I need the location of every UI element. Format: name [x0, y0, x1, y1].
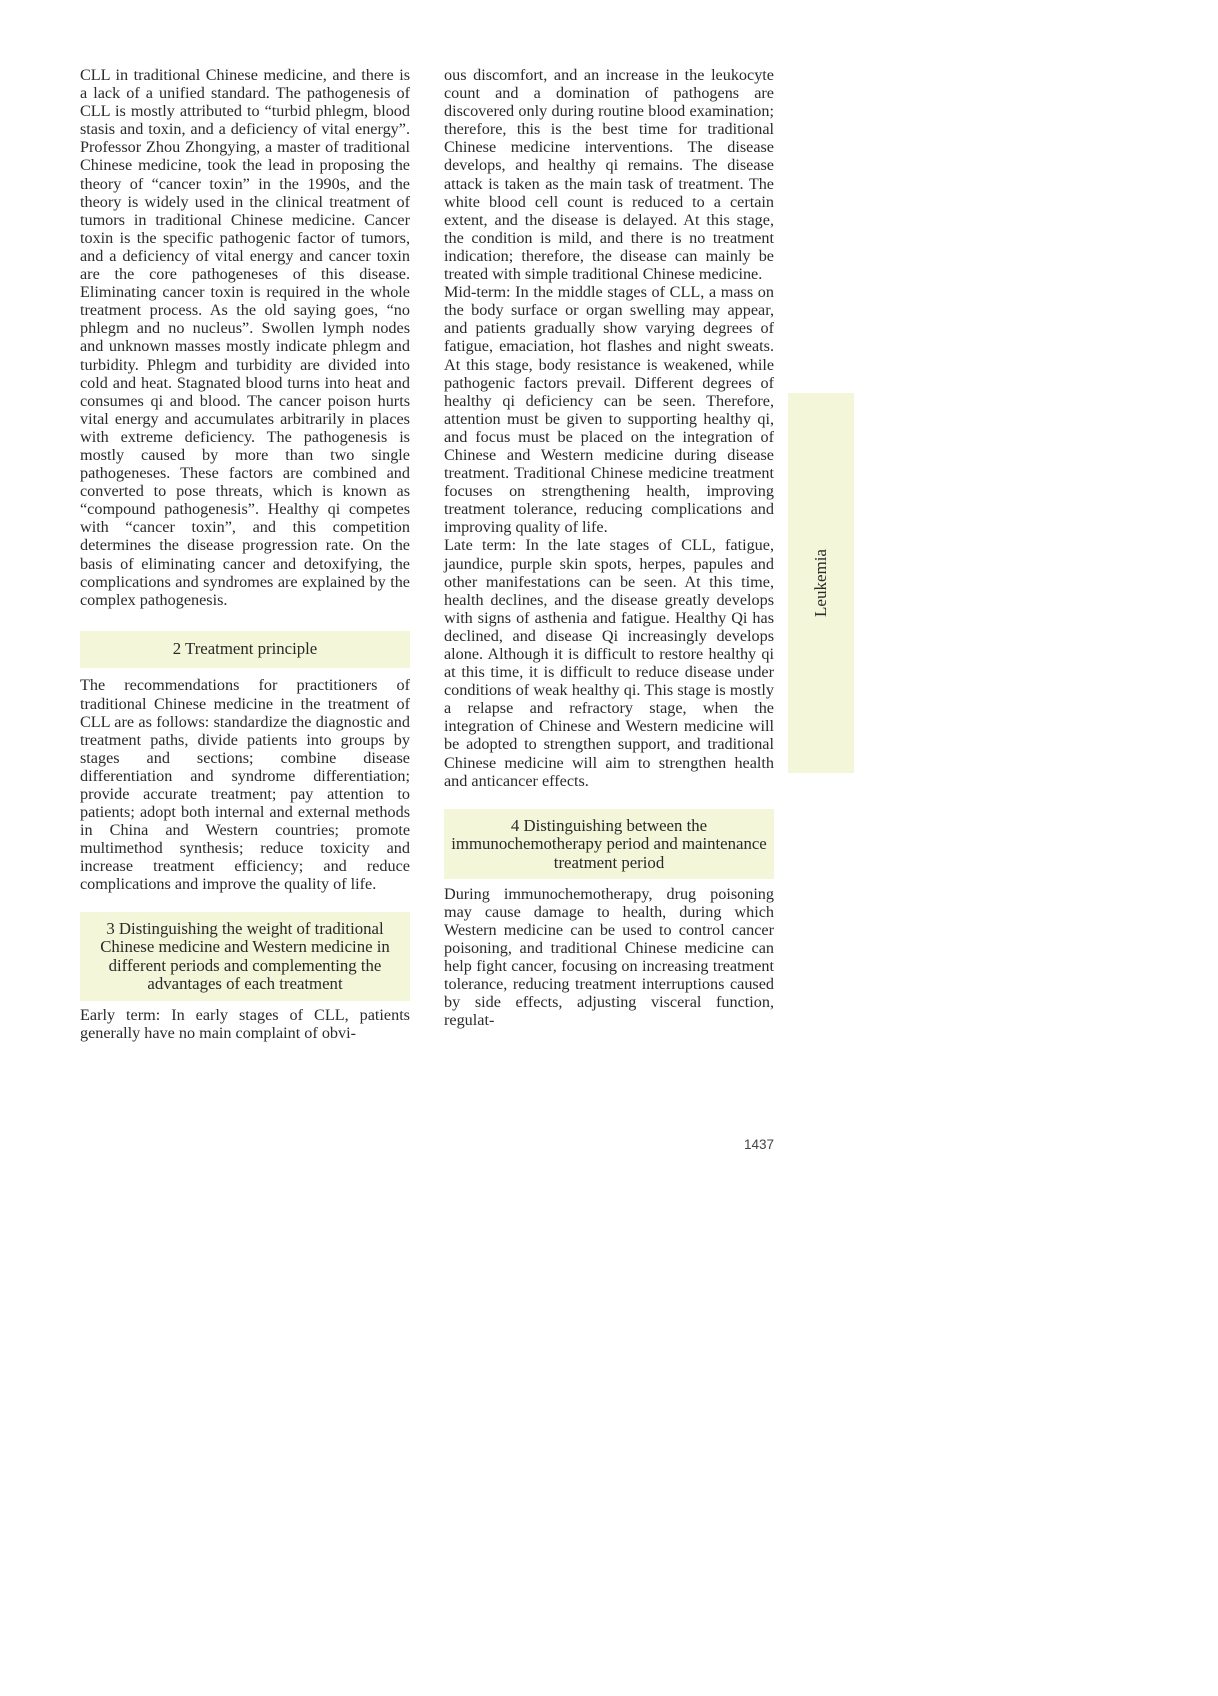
body-paragraph: During immunochemotherapy, drug poisoning may cause damage to health, during which Western medicine can be used to control cancer poisoning, and traditional Chinese medicine can help fight cancer, focusing on increasing treatment tolerance, reducing treatment interruptions caused by side effects, adjusting visceral function, regulat-: [444, 884, 774, 1030]
section-side-tab: [788, 393, 854, 773]
side-tab-label: Leukemia: [811, 549, 830, 617]
page-number: 1437: [743, 1137, 774, 1152]
left-column: [80, 66, 410, 1042]
body-paragraph: The recommendations for practitioners of traditional Chinese medicine in the treatment of CLL are as follows: standardize the diagnostic and treatment paths, divide patients into groups by stages and sections; combine disease differentiation and syndrome differentiation; provide accurate treatment; pay attention to patients; adopt both internal and external methods in China and Western countries; promote multimethod synthesis; reduce toxicity and increase treatment efficiency; and reduce complications and improve the quality of life.: [80, 676, 410, 894]
body-paragraph: ous discomfort, and an increase in the leukocyte count and a domination of pathogens are discovered only during routine blood examination; therefore, this is the best time for traditional Chinese medicine interventions. The disease develops, and healthy qi remains. The disease attack is taken as the main task of treatment. The white blood cell count is reduced to a certain extent, and the disease is delayed. At this stage, the condition is mild, and there is no treatment indication; therefore, the disease can mainly be treated with simple traditional Chinese medicine.: [444, 66, 774, 284]
body-paragraph: Mid-term: In the middle stages of CLL, a mass on the body surface or organ swelling may appear, and patients gradually show varying degrees of fatigue, emaciation, hot flashes and night sweats. At this stage, body resistance is weakened, while pathogenic factors prevail. Different degrees of healthy qi deficiency can be seen. Therefore, attention must be given to supporting healthy qi, and focus must be placed on the integration of Chinese and Western medicine during disease treatment. Traditional Chinese medicine treatment focuses on strengthening health, improving treatment tolerance, reducing complications and improving quality of life.: [444, 283, 774, 537]
body-paragraph: Late term: In the late stages of CLL, fatigue, jaundice, purple skin spots, herpes, papules and other manifestations can be seen. At this time, health declines, and the disease greatly develops with signs of asthenia and fatigue. Healthy Qi has declined, and disease Qi increasingly develops alone. Although it is difficult to restore healthy qi at this time, it is difficult to reduce disease under conditions of weak healthy qi. This stage is mostly a relapse and refractory stage, when the integration of Chinese and Western medicine will be adopted to strengthen support, and traditional Chinese medicine will aim to strengthen health and anticancer effects.: [444, 536, 774, 790]
right-column: [444, 66, 774, 1029]
body-paragraph: Early term: In early stages of CLL, patients generally have no main complaint of obvi-: [80, 1005, 410, 1042]
section-heading-treatment-principle: 2 Treatment principle: [80, 631, 410, 669]
section-heading-distinguishing-periods: 4 Distinguishing between the immunochemotherapy period and maintenance treatment period: [444, 809, 774, 879]
section-heading-distinguishing-weight: 3 Distinguishing the weight of traditional Chinese medicine and Western medicine in different periods and complementing the advantages of each treatment: [80, 912, 410, 1001]
body-paragraph: CLL in traditional Chinese medicine, and there is a lack of a unified standard. The pathogenesis of CLL is mostly attributed to “turbid phlegm, blood stasis and toxin, and a deficiency of vital energy”. Professor Zhou Zhongying, a master of traditional Chinese medicine, took the lead in proposing the theory of “cancer toxin” in the 1990s, and the theory is widely used in the clinical treatment of tumors in traditional Chinese medicine. Cancer toxin is the specific pathogenic factor of tumors, and a deficiency of vital energy and cancer toxin are the core pathogeneses of this disease. Eliminating cancer toxin is required in the whole treatment process. As the old saying goes, “no phlegm and no nucleus”. Swollen lymph nodes and unknown masses mostly indicate phlegm and turbidity. Phlegm and turbidity are divided into cold and heat. Stagnated blood turns into heat and consumes qi and blood. The cancer poison hurts vital energy and accumulates arbitrarily in places with extreme deficiency. The pathogenesis is mostly caused by more than two single pathogeneses. These factors are combined and converted to pose threats, which is known as “compound pathogenesis”. Healthy qi competes with “cancer toxin”, and this competition determines the disease progression rate. On the basis of eliminating cancer and detoxifying, the complications and syndromes are explained by the complex pathogenesis.: [80, 66, 410, 609]
